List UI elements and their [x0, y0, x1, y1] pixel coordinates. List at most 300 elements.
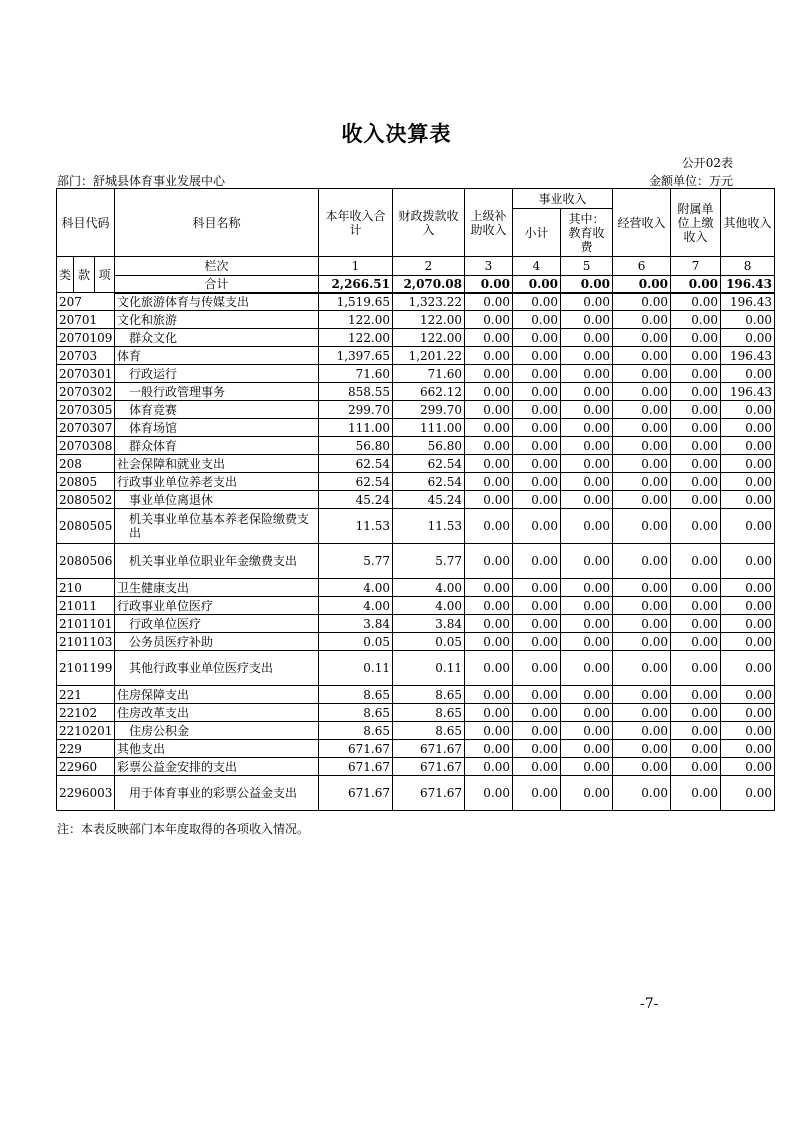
row-value: 0.00	[465, 633, 513, 651]
row-value: 0.00	[613, 615, 671, 633]
row-value: 3.84	[393, 615, 465, 633]
row-value: 0.00	[561, 597, 613, 615]
row-value: 0.00	[613, 311, 671, 329]
row-code: 21011	[57, 597, 115, 615]
row-name: 体育场馆	[115, 419, 319, 437]
row-value: 0.00	[671, 597, 721, 615]
row-name: 文化旅游体育与传媒支出	[115, 293, 319, 311]
row-value: 8.65	[319, 704, 393, 722]
row-name: 其他行政事业单位医疗支出	[115, 651, 319, 686]
row-value: 0.00	[561, 615, 613, 633]
row-value: 11.53	[393, 509, 465, 544]
table-row	[57, 740, 775, 758]
row-value: 0.00	[671, 329, 721, 347]
row-value: 0.00	[513, 740, 561, 758]
row-name: 机关事业单位基本养老保险缴费支出	[115, 509, 319, 544]
row-name: 群众体育	[115, 437, 319, 455]
total-value: 0.00	[613, 276, 671, 293]
row-value: 0.00	[561, 651, 613, 686]
total-value: 0.00	[561, 276, 613, 293]
row-value: 0.00	[613, 544, 671, 579]
row-value: 0.00	[721, 722, 775, 740]
row-value: 71.60	[319, 365, 393, 383]
row-value: 858.55	[319, 383, 393, 401]
column-index: 6	[613, 257, 671, 276]
row-value: 0.00	[613, 419, 671, 437]
row-code: 2080506	[57, 544, 115, 579]
row-value: 0.00	[513, 758, 561, 776]
row-value: 0.00	[671, 722, 721, 740]
row-name: 住房改革支出	[115, 704, 319, 722]
row-value: 0.00	[671, 633, 721, 651]
header-name: 科目名称	[115, 189, 319, 257]
row-value: 0.00	[671, 686, 721, 704]
row-value: 0.00	[513, 509, 561, 544]
row-value: 0.00	[613, 579, 671, 597]
row-name: 公务员医疗补助	[115, 633, 319, 651]
table-row	[57, 329, 775, 347]
table-row	[57, 633, 775, 651]
table-row	[57, 365, 775, 383]
row-value: 0.00	[465, 758, 513, 776]
column-index: 3	[465, 257, 513, 276]
row-code: 20805	[57, 473, 115, 491]
total-label: 合计	[115, 276, 319, 293]
row-value: 0.00	[465, 722, 513, 740]
row-value: 0.00	[721, 455, 775, 473]
row-value: 0.00	[613, 455, 671, 473]
form-number: 公开02表	[681, 156, 733, 170]
table-row	[57, 509, 775, 544]
row-value: 4.00	[319, 579, 393, 597]
row-name: 一般行政管理事务	[115, 383, 319, 401]
row-value: 0.00	[613, 437, 671, 455]
header-subtotal: 小计	[513, 209, 561, 257]
row-value: 0.00	[513, 329, 561, 347]
row-code: 2080502	[57, 491, 115, 509]
department-label: 部门：舒城县体育事业发展中心	[57, 174, 226, 188]
table-row	[57, 722, 775, 740]
row-value: 671.67	[393, 758, 465, 776]
row-value: 0.00	[561, 419, 613, 437]
row-value: 0.05	[319, 633, 393, 651]
header-superior: 上级补助收入	[465, 189, 513, 257]
row-code: 2101101	[57, 615, 115, 633]
column-index: 5	[561, 257, 613, 276]
row-code: 2070305	[57, 401, 115, 419]
table-row	[57, 437, 775, 455]
row-value: 0.00	[465, 615, 513, 633]
row-name: 事业单位离退休	[115, 491, 319, 509]
row-value: 0.00	[721, 686, 775, 704]
row-value: 3.84	[319, 615, 393, 633]
row-value: 0.00	[671, 437, 721, 455]
header-operating: 经营收入	[613, 189, 671, 257]
row-value: 0.00	[721, 544, 775, 579]
row-name: 住房公积金	[115, 722, 319, 740]
row-code: 2070302	[57, 383, 115, 401]
column-index: 4	[513, 257, 561, 276]
row-value: 0.11	[393, 651, 465, 686]
table-note: 注：本表反映部门本年度取得的各项收入情况。	[57, 822, 310, 836]
column-index: 8	[721, 257, 775, 276]
row-value: 0.00	[671, 473, 721, 491]
table-row	[57, 455, 775, 473]
row-value: 122.00	[393, 329, 465, 347]
row-value: 0.00	[671, 509, 721, 544]
row-value: 0.00	[465, 383, 513, 401]
row-code: 20703	[57, 347, 115, 365]
row-value: 5.77	[319, 544, 393, 579]
row-value: 0.00	[671, 455, 721, 473]
table-row	[57, 579, 775, 597]
row-value: 0.00	[721, 615, 775, 633]
row-value: 0.00	[721, 491, 775, 509]
row-code: 2070308	[57, 437, 115, 455]
row-value: 0.00	[513, 633, 561, 651]
row-value: 0.00	[721, 473, 775, 491]
row-value: 0.00	[513, 704, 561, 722]
table-row	[57, 293, 775, 311]
header-code: 科目代码	[57, 189, 115, 257]
row-value: 0.00	[671, 491, 721, 509]
row-value: 0.00	[465, 651, 513, 686]
row-value: 0.00	[721, 401, 775, 419]
row-value: 0.00	[613, 473, 671, 491]
row-value: 56.80	[393, 437, 465, 455]
row-value: 0.00	[561, 329, 613, 347]
row-value: 0.00	[465, 544, 513, 579]
row-value: 0.00	[513, 722, 561, 740]
row-code: 2070109	[57, 329, 115, 347]
row-value: 0.00	[561, 686, 613, 704]
row-value: 0.00	[561, 776, 613, 811]
header-xiang: 项	[95, 257, 115, 293]
row-name: 社会保障和就业支出	[115, 455, 319, 473]
row-value: 0.00	[613, 597, 671, 615]
row-value: 0.00	[513, 455, 561, 473]
row-name: 群众文化	[115, 329, 319, 347]
row-value: 0.05	[393, 633, 465, 651]
row-value: 0.00	[561, 633, 613, 651]
row-name: 机关事业单位职业年金缴费支出	[115, 544, 319, 579]
row-value: 671.67	[319, 758, 393, 776]
row-value: 0.00	[561, 437, 613, 455]
row-value: 0.00	[561, 722, 613, 740]
row-name: 行政事业单位医疗	[115, 597, 319, 615]
row-code: 210	[57, 579, 115, 597]
row-value: 0.00	[671, 651, 721, 686]
row-value: 0.00	[613, 383, 671, 401]
row-value: 0.00	[561, 383, 613, 401]
row-value: 1,201.22	[393, 347, 465, 365]
table-row	[57, 758, 775, 776]
row-value: 0.00	[561, 544, 613, 579]
row-value: 8.65	[393, 704, 465, 722]
row-value: 0.00	[613, 365, 671, 383]
row-value: 62.54	[319, 473, 393, 491]
row-value: 0.00	[465, 509, 513, 544]
row-value: 0.00	[613, 491, 671, 509]
row-value: 122.00	[319, 329, 393, 347]
row-value: 0.00	[721, 651, 775, 686]
row-value: 196.43	[721, 383, 775, 401]
table-row	[57, 311, 775, 329]
row-value: 0.00	[465, 419, 513, 437]
row-name: 体育	[115, 347, 319, 365]
row-code: 2101199	[57, 651, 115, 686]
row-value: 0.00	[561, 509, 613, 544]
row-value: 0.00	[561, 740, 613, 758]
row-value: 0.00	[513, 686, 561, 704]
row-value: 0.00	[613, 686, 671, 704]
row-value: 0.00	[671, 347, 721, 365]
row-name: 体育竞赛	[115, 401, 319, 419]
row-value: 0.00	[465, 347, 513, 365]
row-value: 0.00	[613, 509, 671, 544]
row-value: 0.00	[465, 776, 513, 811]
row-value: 122.00	[393, 311, 465, 329]
row-value: 0.00	[465, 311, 513, 329]
row-value: 8.65	[319, 722, 393, 740]
row-value: 0.00	[671, 401, 721, 419]
total-value: 0.00	[465, 276, 513, 293]
row-value: 0.00	[513, 437, 561, 455]
row-value: 0.00	[465, 491, 513, 509]
row-value: 111.00	[393, 419, 465, 437]
row-value: 0.00	[465, 365, 513, 383]
row-code: 2080505	[57, 509, 115, 544]
row-value: 0.00	[671, 383, 721, 401]
row-value: 111.00	[319, 419, 393, 437]
column-index: 1	[319, 257, 393, 276]
row-value: 0.00	[513, 311, 561, 329]
row-code: 20701	[57, 311, 115, 329]
row-value: 0.00	[721, 437, 775, 455]
row-value: 0.00	[465, 401, 513, 419]
row-value: 0.00	[513, 365, 561, 383]
amount-unit-label: 金额单位：万元	[648, 174, 733, 188]
row-value: 71.60	[393, 365, 465, 383]
table-row	[57, 383, 775, 401]
row-value: 0.00	[721, 579, 775, 597]
row-value: 0.00	[561, 365, 613, 383]
row-value: 0.00	[613, 329, 671, 347]
header-other: 其他收入	[721, 189, 775, 257]
row-value: 0.00	[671, 293, 721, 311]
row-value: 0.00	[465, 437, 513, 455]
row-code: 22102	[57, 704, 115, 722]
header-fiscal: 财政拨款收入	[393, 189, 465, 257]
row-value: 0.00	[513, 544, 561, 579]
header-edu-fee: 其中：教育收费	[561, 209, 613, 257]
row-value: 0.00	[513, 293, 561, 311]
row-code: 2296003	[57, 776, 115, 811]
row-code: 207	[57, 293, 115, 311]
row-value: 1,519.65	[319, 293, 393, 311]
row-value: 5.77	[393, 544, 465, 579]
row-value: 299.70	[393, 401, 465, 419]
row-value: 4.00	[393, 597, 465, 615]
row-value: 0.00	[561, 311, 613, 329]
row-value: 8.65	[393, 686, 465, 704]
page-number: -7-	[640, 996, 659, 1012]
row-value: 671.67	[319, 740, 393, 758]
row-value: 0.00	[721, 365, 775, 383]
header-business-group: 事业收入	[513, 189, 613, 209]
row-value: 0.00	[721, 509, 775, 544]
row-value: 0.11	[319, 651, 393, 686]
row-value: 0.00	[721, 758, 775, 776]
row-value: 122.00	[319, 311, 393, 329]
table-row	[57, 686, 775, 704]
row-value: 0.00	[613, 347, 671, 365]
row-code: 22960	[57, 758, 115, 776]
column-index-label: 栏次	[115, 257, 319, 276]
total-value: 0.00	[671, 276, 721, 293]
row-value: 0.00	[465, 740, 513, 758]
total-value: 2,070.08	[393, 276, 465, 293]
row-code: 2070307	[57, 419, 115, 437]
row-value: 0.00	[671, 758, 721, 776]
row-value: 0.00	[513, 597, 561, 615]
row-value: 0.00	[465, 455, 513, 473]
row-value: 0.00	[561, 704, 613, 722]
row-value: 62.54	[393, 473, 465, 491]
row-value: 0.00	[513, 491, 561, 509]
income-table	[56, 188, 775, 811]
row-code: 2101103	[57, 633, 115, 651]
row-value: 0.00	[561, 293, 613, 311]
row-value: 0.00	[513, 651, 561, 686]
table-row	[57, 597, 775, 615]
row-value: 196.43	[721, 293, 775, 311]
table-row	[57, 473, 775, 491]
row-value: 0.00	[721, 419, 775, 437]
row-value: 0.00	[671, 365, 721, 383]
row-value: 56.80	[319, 437, 393, 455]
row-value: 8.65	[319, 686, 393, 704]
row-value: 0.00	[721, 740, 775, 758]
row-value: 0.00	[721, 776, 775, 811]
row-value: 0.00	[465, 686, 513, 704]
row-name: 卫生健康支出	[115, 579, 319, 597]
row-value: 0.00	[613, 740, 671, 758]
column-index: 7	[671, 257, 721, 276]
row-name: 行政运行	[115, 365, 319, 383]
row-value: 0.00	[561, 455, 613, 473]
row-value: 196.43	[721, 347, 775, 365]
row-value: 0.00	[465, 293, 513, 311]
row-name: 彩票公益金安排的支出	[115, 758, 319, 776]
row-value: 0.00	[465, 704, 513, 722]
row-name: 住房保障支出	[115, 686, 319, 704]
row-value: 1,323.22	[393, 293, 465, 311]
row-value: 0.00	[561, 758, 613, 776]
row-value: 0.00	[671, 776, 721, 811]
row-value: 62.54	[319, 455, 393, 473]
row-value: 0.00	[465, 473, 513, 491]
row-value: 0.00	[721, 704, 775, 722]
row-value: 4.00	[319, 597, 393, 615]
row-code: 2210201	[57, 722, 115, 740]
row-value: 0.00	[613, 651, 671, 686]
row-value: 45.24	[393, 491, 465, 509]
row-value: 62.54	[393, 455, 465, 473]
row-value: 299.70	[319, 401, 393, 419]
total-row	[57, 276, 775, 293]
row-value: 0.00	[721, 329, 775, 347]
row-value: 0.00	[721, 311, 775, 329]
row-value: 0.00	[671, 419, 721, 437]
row-value: 671.67	[393, 776, 465, 811]
header-total: 本年收入合计	[319, 189, 393, 257]
row-value: 0.00	[513, 615, 561, 633]
table-row	[57, 651, 775, 686]
column-index: 2	[393, 257, 465, 276]
row-value: 0.00	[561, 347, 613, 365]
row-value: 0.00	[671, 740, 721, 758]
row-name: 文化和旅游	[115, 311, 319, 329]
header-kuan: 款	[74, 257, 95, 293]
row-code: 2070301	[57, 365, 115, 383]
row-value: 0.00	[513, 401, 561, 419]
row-code: 229	[57, 740, 115, 758]
row-value: 0.00	[613, 704, 671, 722]
table-row	[57, 776, 775, 811]
row-name: 行政单位医疗	[115, 615, 319, 633]
total-value: 196.43	[721, 276, 775, 293]
row-value: 0.00	[613, 401, 671, 419]
row-value: 662.12	[393, 383, 465, 401]
row-value: 0.00	[465, 329, 513, 347]
row-value: 0.00	[613, 722, 671, 740]
row-name: 其他支出	[115, 740, 319, 758]
row-value: 0.00	[671, 544, 721, 579]
page-title: 收入决算表	[341, 121, 452, 146]
row-value: 8.65	[393, 722, 465, 740]
table-row	[57, 544, 775, 579]
row-value: 0.00	[513, 473, 561, 491]
row-value: 671.67	[319, 776, 393, 811]
table-row	[57, 615, 775, 633]
row-value: 0.00	[671, 704, 721, 722]
row-value: 0.00	[513, 347, 561, 365]
row-value: 0.00	[561, 491, 613, 509]
row-value: 0.00	[513, 383, 561, 401]
row-value: 0.00	[613, 293, 671, 311]
row-name: 行政事业单位养老支出	[115, 473, 319, 491]
row-value: 0.00	[613, 776, 671, 811]
row-value: 0.00	[561, 579, 613, 597]
row-value: 671.67	[393, 740, 465, 758]
row-value: 0.00	[561, 473, 613, 491]
row-value: 45.24	[319, 491, 393, 509]
table-row	[57, 401, 775, 419]
row-value: 0.00	[465, 597, 513, 615]
row-value: 0.00	[721, 633, 775, 651]
row-value: 1,397.65	[319, 347, 393, 365]
row-value: 0.00	[721, 597, 775, 615]
row-value: 4.00	[393, 579, 465, 597]
row-value: 0.00	[513, 776, 561, 811]
total-value: 0.00	[513, 276, 561, 293]
row-value: 0.00	[613, 758, 671, 776]
header-lei: 类	[57, 257, 74, 293]
table-row	[57, 419, 775, 437]
row-value: 0.00	[613, 633, 671, 651]
table-row	[57, 347, 775, 365]
